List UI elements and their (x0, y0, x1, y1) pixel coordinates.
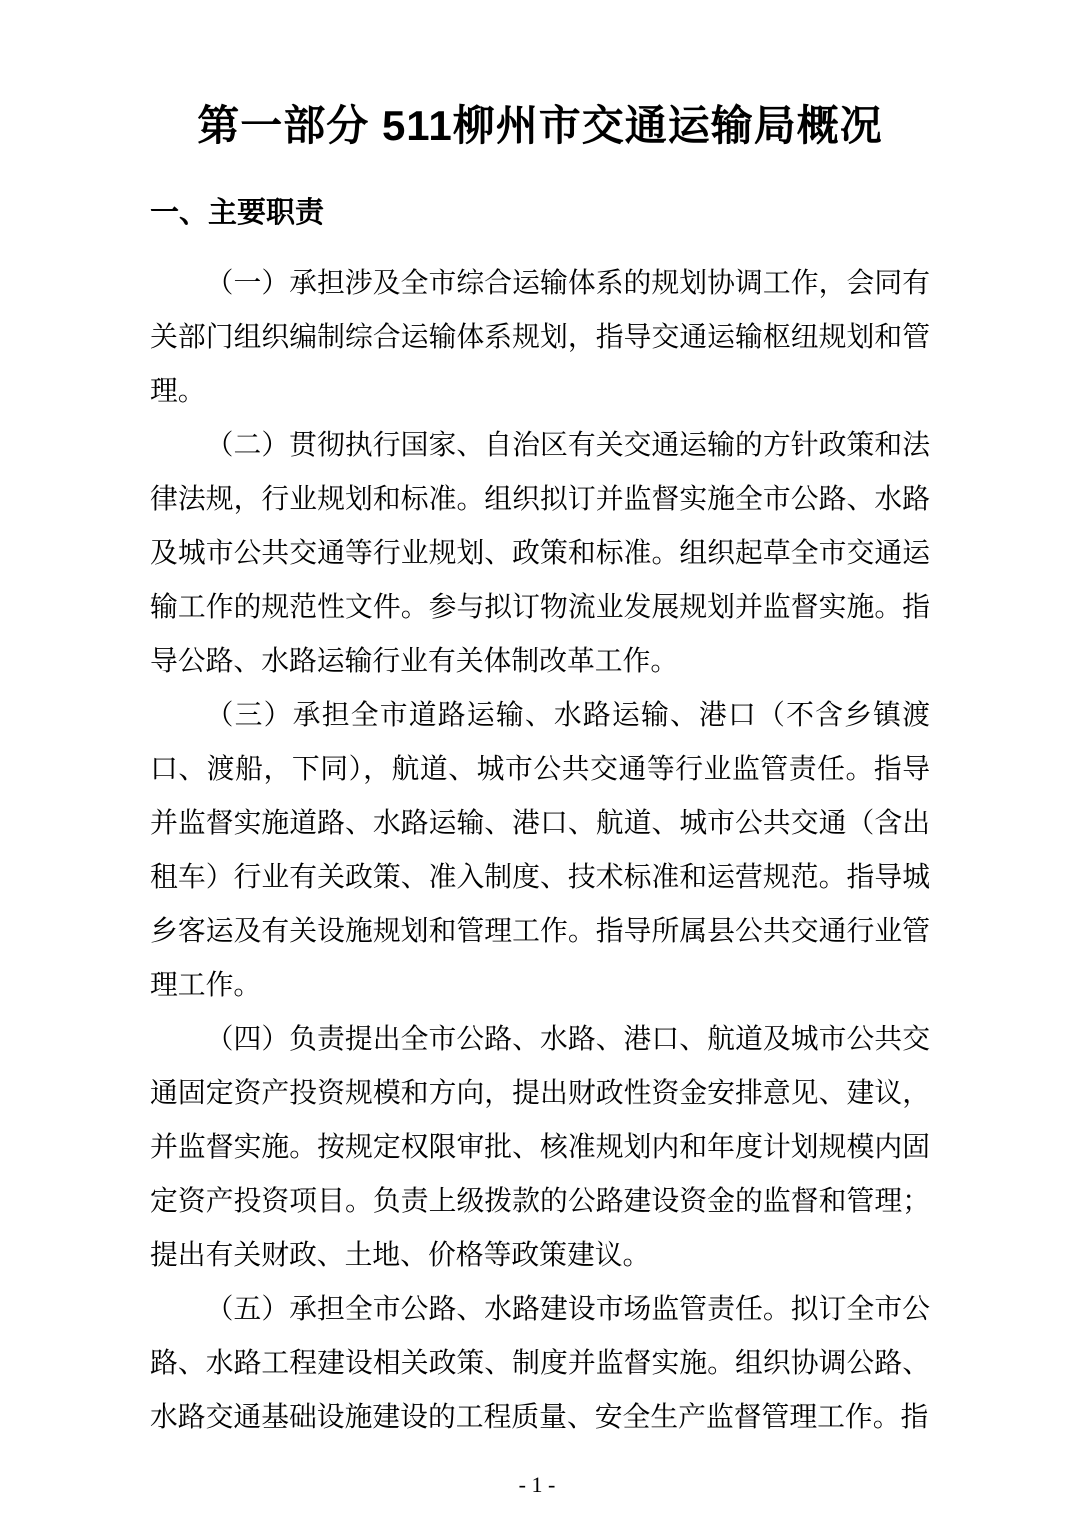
paragraph-1: （一）承担涉及全市综合运输体系的规划协调工作，会同有关部门组织编制综合运输体系规划，指导交通运输枢纽规划和管理。 (150, 268, 930, 407)
paragraph-4: （四）负责提出全市公路、水路、港口、航道及城市公共交通固定资产投资规模和方向，提出财政性资金安排意见、建议，并监督实施。按规定权限审批、核准规划内和年度计划规模内固定资产投资项目。负责上级拨款的公路建设资金的监督和管理；提出有关财政、土地、价格等政策建议。 (150, 1024, 930, 1271)
document-body (150, 257, 930, 1445)
page-number: - 1 - (518, 1472, 556, 1497)
section-heading: 一、主要职责 (150, 197, 325, 229)
paragraph-3: （三）承担全市道路运输、水路运输、港口（不含乡镇渡口、渡船，下同），航道、城市公共交通等行业监管责任。指导并监督实施道路、水路运输、港口、航道、城市公共交通（含出租车）行业有关政策、准入制度、技术标准和运营规范。指导城乡客运及有关设施规划和管理工作。指导所属县公共交通行业管理工作。 (150, 700, 930, 1001)
paragraph-2: （二）贯彻执行国家、自治区有关交通运输的方针政策和法律法规，行业规划和标准。组织拟订并监督实施全市公路、水路及城市公共交通等行业规划、政策和标准。组织起草全市交通运输工作的规范性文件。参与拟订物流业发展规划并监督实施。指导公路、水路运输行业有关体制改革工作。 (150, 430, 930, 677)
paragraph-5: （五）承担全市公路、水路建设市场监管责任。拟订全市公路、水路工程建设相关政策、制度并监督实施。组织协调公路、水路交通基础设施建设的工程质量、安全生产监督管理工作。指 (150, 1294, 930, 1433)
document-title: 第一部分 511柳州市交通运输局概况 (197, 102, 883, 149)
